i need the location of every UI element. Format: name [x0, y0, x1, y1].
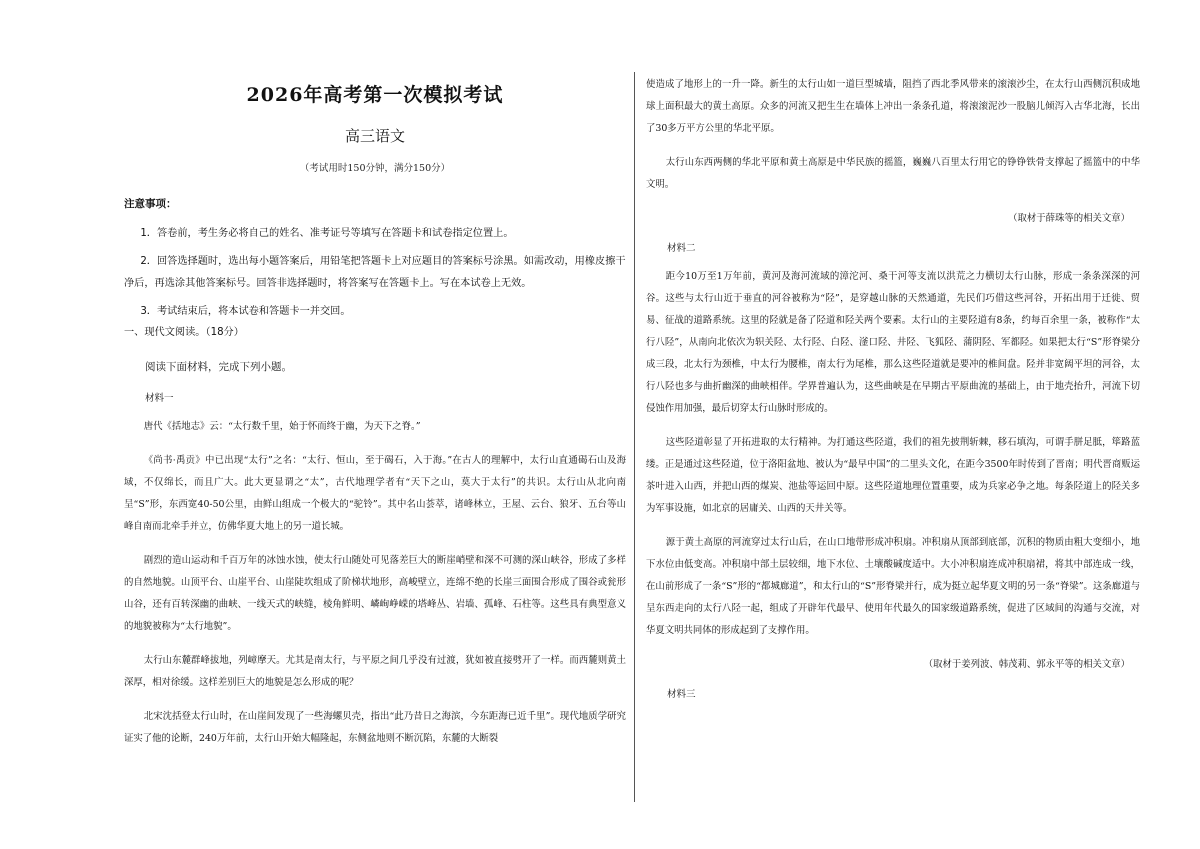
column-divider — [634, 72, 635, 802]
notice-item: 2．回答选择题时，选出每小题答案后，用铅笔把答题卡上对应题目的答案标号涂黑。如需改动，用橡皮擦干净后，再选涂其他答案标号。回答非选择题时，将答案写在答题卡上。写在本试卷上无效。 — [124, 256, 626, 289]
exam-subject: 高三语文 — [344, 127, 405, 145]
paragraph: 唐代《括地志》云：“太行数千里，始于怀而终于幽，为天下之脊。” — [143, 421, 421, 432]
paragraph: 《尚书·禹贡》中已出现“太行”之名：“太行、恒山，至于碣石，入于海。”在古人的理解中，太行山直通碣石山及海域，不仅绵长，而且广大。此大更显谓之“太”，古代地理学者有“天下之山，莫大于太行”的共识。太行山从北向南呈“S”形，东西宽40-50公里，由鲜山组成一个极大的“驼铃”。其中名山荟萃，诸峰林立，王屋、云台、狼牙、五台等山峰自南而北牵手并立，仿佛华夏大地上的另一道长城。 — [124, 455, 626, 532]
notice-heading: 注意事项： — [124, 198, 177, 210]
paragraph: 使造成了地形上的一升一降。新生的太行山如一道巨型城墙，阻挡了西北季风带来的滚滚沙尘，在太行山西侧沉积成地球上面积最大的黄土高原。众多的河流又把生生在墙体上冲出一条条孔道，将滚滚泥沙一股脑儿倾泻入古华北海，长出了30多万平方公里的华北平原。 — [646, 79, 1140, 134]
paragraph: 太行山东西两侧的华北平原和黄土高原是中华民族的摇篮，巍巍八百里太行用它的铮铮铁骨支撑起了摇篮中的中华文明。 — [646, 157, 1140, 190]
paragraph: 这些陉道彰显了开拓进取的太行精神。为打通这些陉道，我们的祖先披荆斩棘，移石填沟，可谓手胼足胝，筚路蓝缕。正是通过这些陉道，位于洛阳盆地、被认为“最早中国”的二里头文化，在距今3500年时传到了晋南；明代晋商贩运茶叶进入山西，并把山西的煤炭、池盐等运回中原。这些陉道地理位置重要，成为兵家必争之地。每条陉道上的陉关多为军事设施，如北京的居庸关、山西的天井关等。 — [646, 437, 1140, 514]
source-citation: （取材于薛珠等的相关文章） — [1008, 213, 1130, 224]
notice-item: 1．答卷前，考生务必将自己的姓名、准考证号等填写在答题卡和试卷指定位置上。 — [140, 228, 514, 239]
paragraph: 剧烈的造山运动和千百万年的冰蚀水蚀，使太行山随处可见落差巨大的断崖峭壁和深不可测的深山峡谷，形成了多样的自然地貌。山顶平台、山崖平台、山崖陡坎组成了阶梯状地形，高峻壁立，连绵不绝的长崖三面围合形成了围谷或瓮形山谷，还有百转深幽的曲峡、一线天式的峡缝，棱角鲜明、嶙峋峥嵘的塔峰丛、岩墙、孤峰、石柱等。这些具有典型意义的地貌被称为“太行地貌”。 — [124, 555, 626, 632]
paragraph: 北宋沈括登太行山时，在山崖间发现了一些海螺贝壳，指出“此乃昔日之海滨，今东距海已近千里”。现代地质学研究证实了他的论断，240万年前，太行山开始大幅隆起，东侧盆地则不断沉陷，东麓的大断裂 — [124, 711, 626, 744]
paragraph: 源于黄土高原的河流穿过太行山后，在山口地带形成冲积扇。冲积扇从顶部到底部，沉积的物质由粗大变细小，地下水位由低变高。冲积扇中部土层较细，地下水位、土壤酸碱度适中。大小冲积扇连成冲积扇裙，将其中部连成一线，在山前形成了一条“S”形的“都城廊道”，和太行山的“S”形脊梁并行，成为挺立起华夏文明的另一条“脊梁”。这条廊道与呈东西走向的太行八陉一起，组成了开辟年代最早、使用年代最久的国家级道路系统，促进了区域间的沟通与交流，对华夏文明共同体的形成起到了支撑作用。 — [646, 537, 1140, 636]
paragraph: 距今10万至1万年前，黄河及海河流域的漳沱河、桑干河等支流以洪荒之力横切太行山脉，形成一条条深深的河谷。这些与太行山近于垂直的河谷被称为“陉”，是穿越山脉的天然通道，先民们巧借这些河谷，开拓出用于迁徙、贸易、征战的道路系统。这里的陉就是备了陉道和陉关两个要素。太行山的主要陉道有8条，约每百余里一条，被称作“太行八陉”，从南向北依次为轵关陉、太行陉、白陉、滏口陉、井陉、飞狐陉、蒲阴陉、军都陉。如果把太行“S”形脊梁分成三段，北太行为颈椎，中太行为腰椎，南太行为尾椎，那么这些陉道就是要冲的椎间盘。陉并非宽阔平坦的河谷，太行八陉也多与曲折幽深的曲峡相伴。学界普遍认为，这些曲峡是在早期古平原曲流的基础上，由于地壳抬升，河流下切侵蚀作用加强，最后切穿太行山脉时形成的。 — [646, 271, 1140, 414]
source-citation: （取材于姜列波、韩茂莉、郭永平等的相关文章） — [923, 659, 1130, 670]
material-title: 材料三 — [667, 689, 696, 700]
section-intro: 阅读下面材料，完成下列小题。 — [145, 361, 292, 373]
notice-item: 3．考试结束后，将本试卷和答题卡一并交回。 — [140, 306, 351, 317]
right-column — [646, 74, 1140, 700]
exam-time-note: （考试用时150分钟，满分150分） — [299, 163, 451, 174]
exam-title: 2026年高考第一次模拟考试 — [246, 84, 504, 106]
material-title: 材料二 — [667, 243, 696, 254]
material-title: 材料一 — [145, 393, 174, 404]
section-heading: 一、现代文阅读。（18分） — [124, 327, 244, 338]
left-column — [124, 74, 626, 750]
paragraph: 太行山东麓群峰拔地，列嶂摩天。尤其是南太行，与平原之间几乎没有过渡，犹如被直接劈开了一样。而西麓则黄土深厚，相对徐缓。这样差别巨大的地貌是怎么形成的呢？ — [124, 655, 626, 688]
